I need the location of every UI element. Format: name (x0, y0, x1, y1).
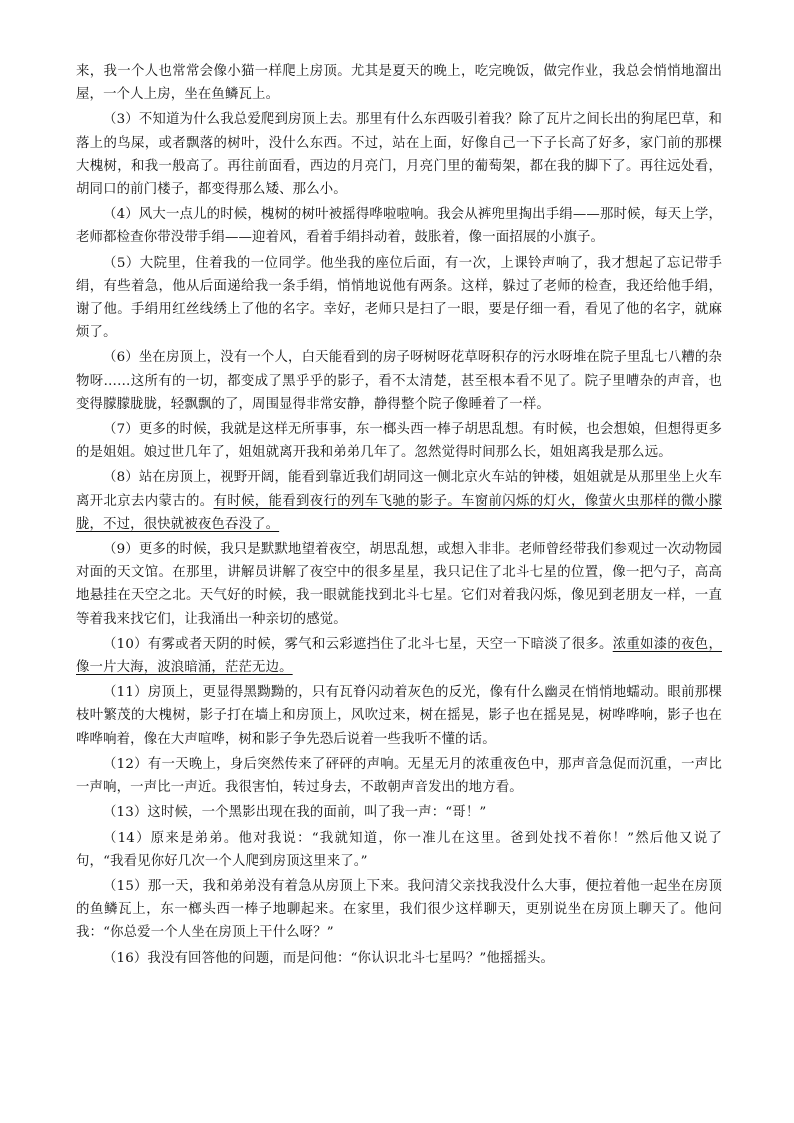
paragraph-p4 (76, 203, 722, 249)
paragraph-p5 (76, 252, 722, 345)
paragraph-text: （7）更多的时候，我就是这样无所事事，东一榔头西一棒子胡思乱想。有时候，也会想娘，但想得更多的是姐姐。娘过世几年了，姐姐就离开我和弟弟几年了。忽然觉得时间那么长，姐姐离我是那么远。 (76, 422, 722, 461)
paragraph-p8 (76, 466, 722, 536)
paragraph-text: （15）那一天，我和弟弟没有着急从房顶上下来。我问清父亲找我没什么大事，便拉着他一起坐在房顶的鱼鳞瓦上，东一榔头西一棒子地聊起来。在家里，我们很少这样聊天，更别说坐在房顶上聊天了。他问我：“你总爱一个人坐在房顶上干什么呀？” (76, 878, 722, 941)
paragraph-p11 (76, 681, 722, 751)
paragraph-p14 (76, 827, 722, 873)
paragraph-text: （8）站在房顶上，视野开阔，能看到靠近我们胡同这一侧北京火车站的钟楼，姐姐就是从那里坐上火车离开北京去内蒙古的。 (76, 470, 722, 509)
paragraph-text: 来，我一个人也常常会像小猫一样爬上房顶。尤其是夏天的晚上，吃完晚饭，做完作业，我总会悄悄地溜出屋，一个人上房，坐在鱼鳞瓦上。 (76, 64, 722, 103)
paragraph-text: （10）有雾或者天阴的时候，雾气和云彩遮挡住了北斗七星，天空一下暗淡了很多。 (103, 636, 613, 652)
paragraph-p9 (76, 538, 722, 631)
paragraph-p0 (76, 60, 722, 106)
paragraph-p15 (76, 875, 722, 945)
paragraph-text: （4）风大一点儿的时候，槐树的树叶被摇得哗啦啦响。我会从裤兜里掏出手绢——那时候，每天上学，老师都检查你带没带手绢——迎着风，看着手绢抖动着，鼓胀着，像一面招展的小旗子。 (76, 207, 722, 246)
article-body (76, 60, 722, 972)
paragraph-p3 (76, 108, 722, 201)
paragraph-text: （12）有一天晚上，身后突然传来了砰砰的声响。无星无月的浓重夜色中，那声音急促而沉重，一声比一声响，一声比一声近。我很害怕，转过身去，不敢朝声音发出的地方看。 (76, 756, 722, 796)
paragraph-p6 (76, 346, 722, 416)
paragraph-p13 (76, 801, 722, 824)
paragraph-text: （9）更多的时候，我只是默默地望着夜空，胡思乱想，或想入非非。老师曾经带我们参观过一次动物园对面的天文馆。在那里，讲解员讲解了夜空中的很多星星，我只记住了北斗七星的位置，像一把勺子，高高地悬挂在天空之北。天气好的时候，我一眼就能找到北斗七星。它们对着我闪烁，像见到老朋友一样，一直等着我来找它们，让我涌出一种亲切的感觉。 (76, 542, 722, 627)
paragraph-text: （5）大院里，住着我的一位同学。他坐我的座位后面，有一次，上课铃声响了，我才想起了忘记带手绢，有些着急，他从后面递给我一条手绢，悄悄地说他有两条。这样，躲过了老师的检查，我还给他手绢，谢了他。手绢用红丝线绣上了他的名字。幸好，老师只是扫了一眼，要是仔细一看，看见了他的名字，就麻烦了。 (76, 255, 722, 341)
paragraph-text: （6）坐在房顶上，没有一个人，白天能看到的房子呀树呀花草呀积存的污水呀堆在院子里乱七八糟的杂物呀……这所有的一切，都变成了黑乎乎的影子，看不太清楚，甚至根本看不见了。院子里嘈杂的声音，也变得朦朦胧胧，轻飘飘的了，周围显得非常安静，静得整个院子像睡着了一样。 (76, 350, 722, 412)
paragraph-p10 (76, 633, 722, 679)
paragraph-p12 (76, 753, 722, 799)
paragraph-text: （14）原来是弟弟。他对我说：“我就知道，你一准儿在这里。爸到处找不着你！”然后他又说了句，“我看见你好几次一个人爬到房顶这里来了。” (76, 830, 722, 869)
paragraph-text: （13）这时候，一个黑影出现在我的面前，叫了我一声：“哥！” (103, 805, 487, 821)
paragraph-p16 (76, 947, 722, 970)
paragraph-p7 (76, 418, 722, 464)
underlined-sentence: 有时候，能看到夜行的列车飞驰的影子。车窗前闪烁的灯火，像萤火虫那样的微小朦胧，不过，很快就被夜色吞没了。 (76, 493, 722, 532)
paragraph-text: （3）不知道为什么我总爱爬到房顶上去。那里有什么东西吸引着我？除了瓦片之间长出的狗尾巴草，和落上的鸟屎，或者飘落的树叶，没什么东西。不过，站在上面，好像自己一下子长高了好多，家门前的那棵大槐树，和我一般高了。再往前面看，西边的月亮门，月亮门里的葡萄架，都在我的脚下了。再往远处看，胡同口的前门楼子，都变得那么矮、那么小。 (76, 112, 722, 198)
underlined-sentence: 浓重如漆的夜色，像一片大海，波浪暗涌，茫茫无边。 (76, 636, 722, 676)
paragraph-text: （16）我没有回答他的问题，而是问他：“你认识北斗七星吗？”他摇摇头。 (103, 950, 555, 966)
paragraph-text: （11）房顶上，更显得黑黝黝的，只有瓦脊闪动着灰色的反光，像有什么幽灵在悄悄地蠕动。眼前那棵枝叶繁茂的大槐树，影子打在墙上和房顶上，风吹过来，树在摇晃，影子也在摇晃晃，树哗哗响，影子也在哗哗响着，像在大声喧哗，树和影子争先恐后说着一些我听不懂的话。 (76, 685, 722, 747)
